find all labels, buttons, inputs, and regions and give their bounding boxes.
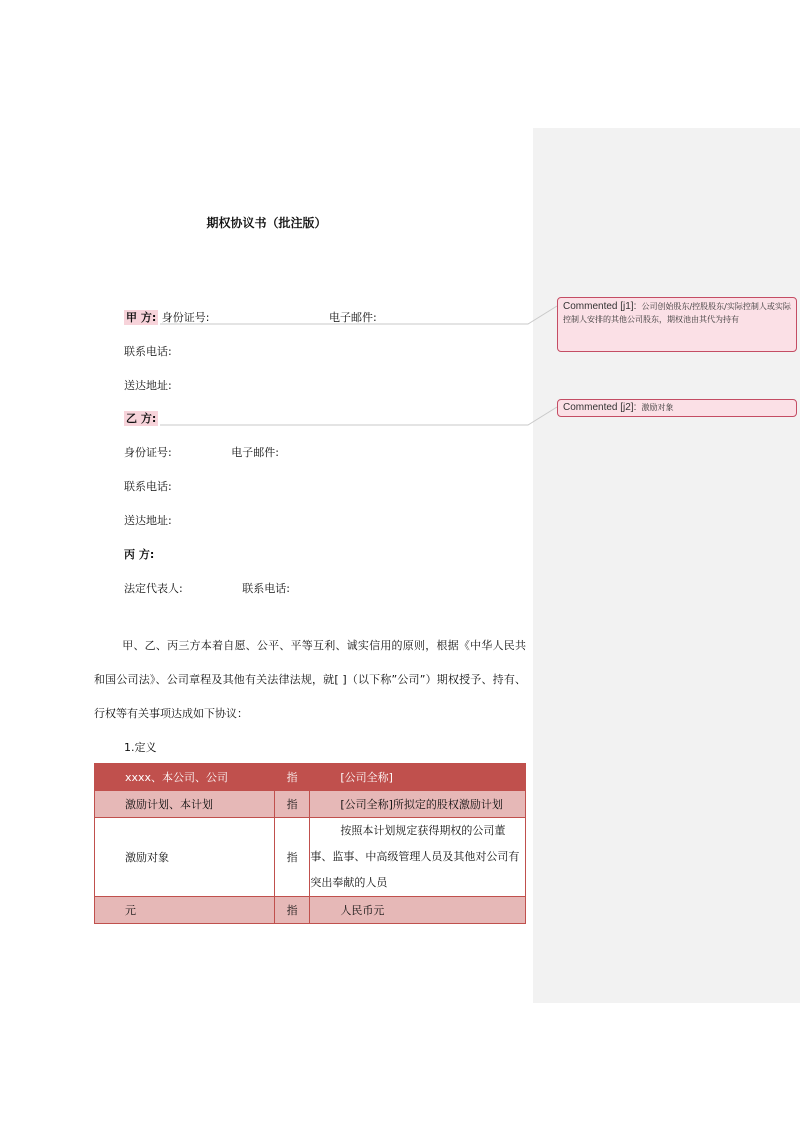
party-c-phone-label: 联系电话:	[242, 582, 290, 595]
comment-2[interactable]	[557, 399, 797, 417]
party-c-rep-label: 法定代表人:	[124, 582, 183, 595]
comment-1-text: 公司创始股东/控股股东/实际控制人或实际控制人安排的其他公司股东，期权池由其代为持有	[563, 302, 791, 324]
party-a-address: 送达地址:	[124, 379, 172, 392]
comment-2-connector	[160, 407, 557, 425]
definition-cell: [公司全称]	[310, 764, 526, 791]
party-a-id-label: 身份证号:	[161, 311, 210, 324]
comment-2-label: Commented [j2]:	[563, 402, 637, 413]
term-cell: 元	[95, 897, 275, 924]
preamble-text: 甲、乙、丙三方本着自愿、公平、平等互利、诚实信用的原则，根据《中华人民共和国公司法》、公司章程及其他有关法律法规，就[ ]（以下称”公司”）期权授予、持有、行权等有关事项达成如下协议：	[94, 639, 526, 720]
means-cell: 指	[274, 791, 309, 818]
party-a-label[interactable]: 甲 方:	[126, 311, 157, 324]
term-cell: 激励计划、本计划	[95, 791, 275, 818]
comment-2-text: 激励对象	[641, 403, 674, 412]
party-b-label[interactable]: 乙 方:	[126, 412, 157, 425]
definition-line: 突出奉献的人员	[310, 876, 388, 889]
party-b-id-label: 身份证号:	[124, 446, 172, 459]
term-cell: 激励对象	[95, 818, 275, 897]
party-b-email-label: 电子邮件:	[231, 446, 279, 459]
party-a-phone: 联系电话:	[124, 345, 172, 358]
document-title: 期权协议书（批注版）	[206, 216, 327, 230]
definition-line: 事、监事、中高级管理人员及其他对公司有	[310, 850, 520, 863]
means-cell: 指	[274, 897, 309, 924]
term-cell: xxxx、本公司、公司	[95, 764, 275, 791]
comment-1-label: Commented [j1]:	[563, 301, 637, 312]
definition-line: 按照本计划规定获得期权的公司董	[340, 824, 506, 837]
party-a-email-label: 电子邮件:	[328, 311, 377, 324]
party-b-phone: 联系电话:	[124, 480, 172, 493]
comment-1-connector	[160, 306, 557, 324]
means-cell: 指	[274, 818, 309, 897]
party-c-label: 丙 方:	[124, 548, 155, 561]
means-cell: 指	[274, 764, 309, 791]
definition-cell: [公司全称]所拟定的股权激励计划	[310, 791, 526, 818]
comment-1[interactable]	[557, 297, 797, 352]
party-b-address: 送达地址:	[124, 514, 172, 527]
definition-cell: 人民币元	[310, 897, 526, 924]
section-1-heading: 1.定义	[124, 741, 157, 754]
